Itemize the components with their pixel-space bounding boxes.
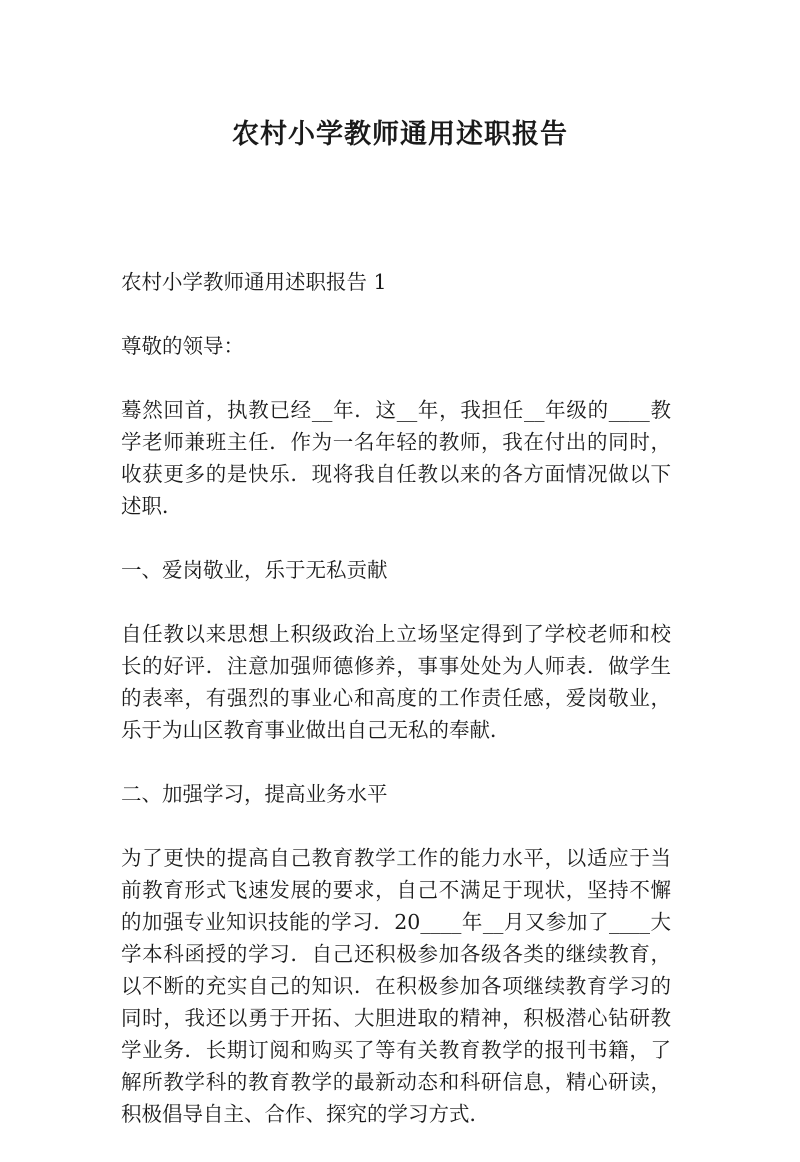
report-subtitle: 农村小学教师通用述职报告 1 (121, 270, 387, 294)
document-title: 农村小学教师通用述职报告 (232, 119, 568, 150)
section-1-paragraph: 自任教以来思想上积级政治上立场坚定得到了学校老师和校长的好评．注意加强师德修养，事事处处为人师表．做学生的表率，有强烈的事业心和高度的工作责任感，爱岗敬业，乐于为山区教育事业做出自己无私的奉献． (121, 622, 671, 742)
section-2-paragraph: 为了更快的提高自己教育教学工作的能力水平，以适应于当前教育形式飞速发展的要求，自己不满足于现状，坚持不懈的加强专业知识技能的学习．20____年__月又参加了____大学本科函授的学习．自己还积极参加各级各类的继续教育，以不断的充实自己的知识．在积极参加各项继续教育学习的同时，我还以勇于开拓、大胆进取的精神，积极潜心钻研教学业务．长期订阅和购买了等有关教育教学的报刊书籍，了解所教学科的教育教学的最新动态和科研信息，精心研读，积极倡导自主、合作、探究的学习方式． (121, 846, 671, 1126)
intro-paragraph: 蓦然回首，执教已经__年．这__年，我担任__年级的____教学老师兼班主任．作为一名年轻的教师，我在付出的同时，收获更多的是快乐．现将我自任教以来的各方面情况做以下述职． (121, 398, 671, 518)
salutation: 尊敬的领导： (121, 334, 244, 358)
section-heading-1: 一、爱岗敬业，乐于无私贡献 (121, 558, 388, 582)
section-heading-2: 二、加强学习，提高业务水平 (121, 782, 388, 806)
document-body (121, 266, 671, 1162)
